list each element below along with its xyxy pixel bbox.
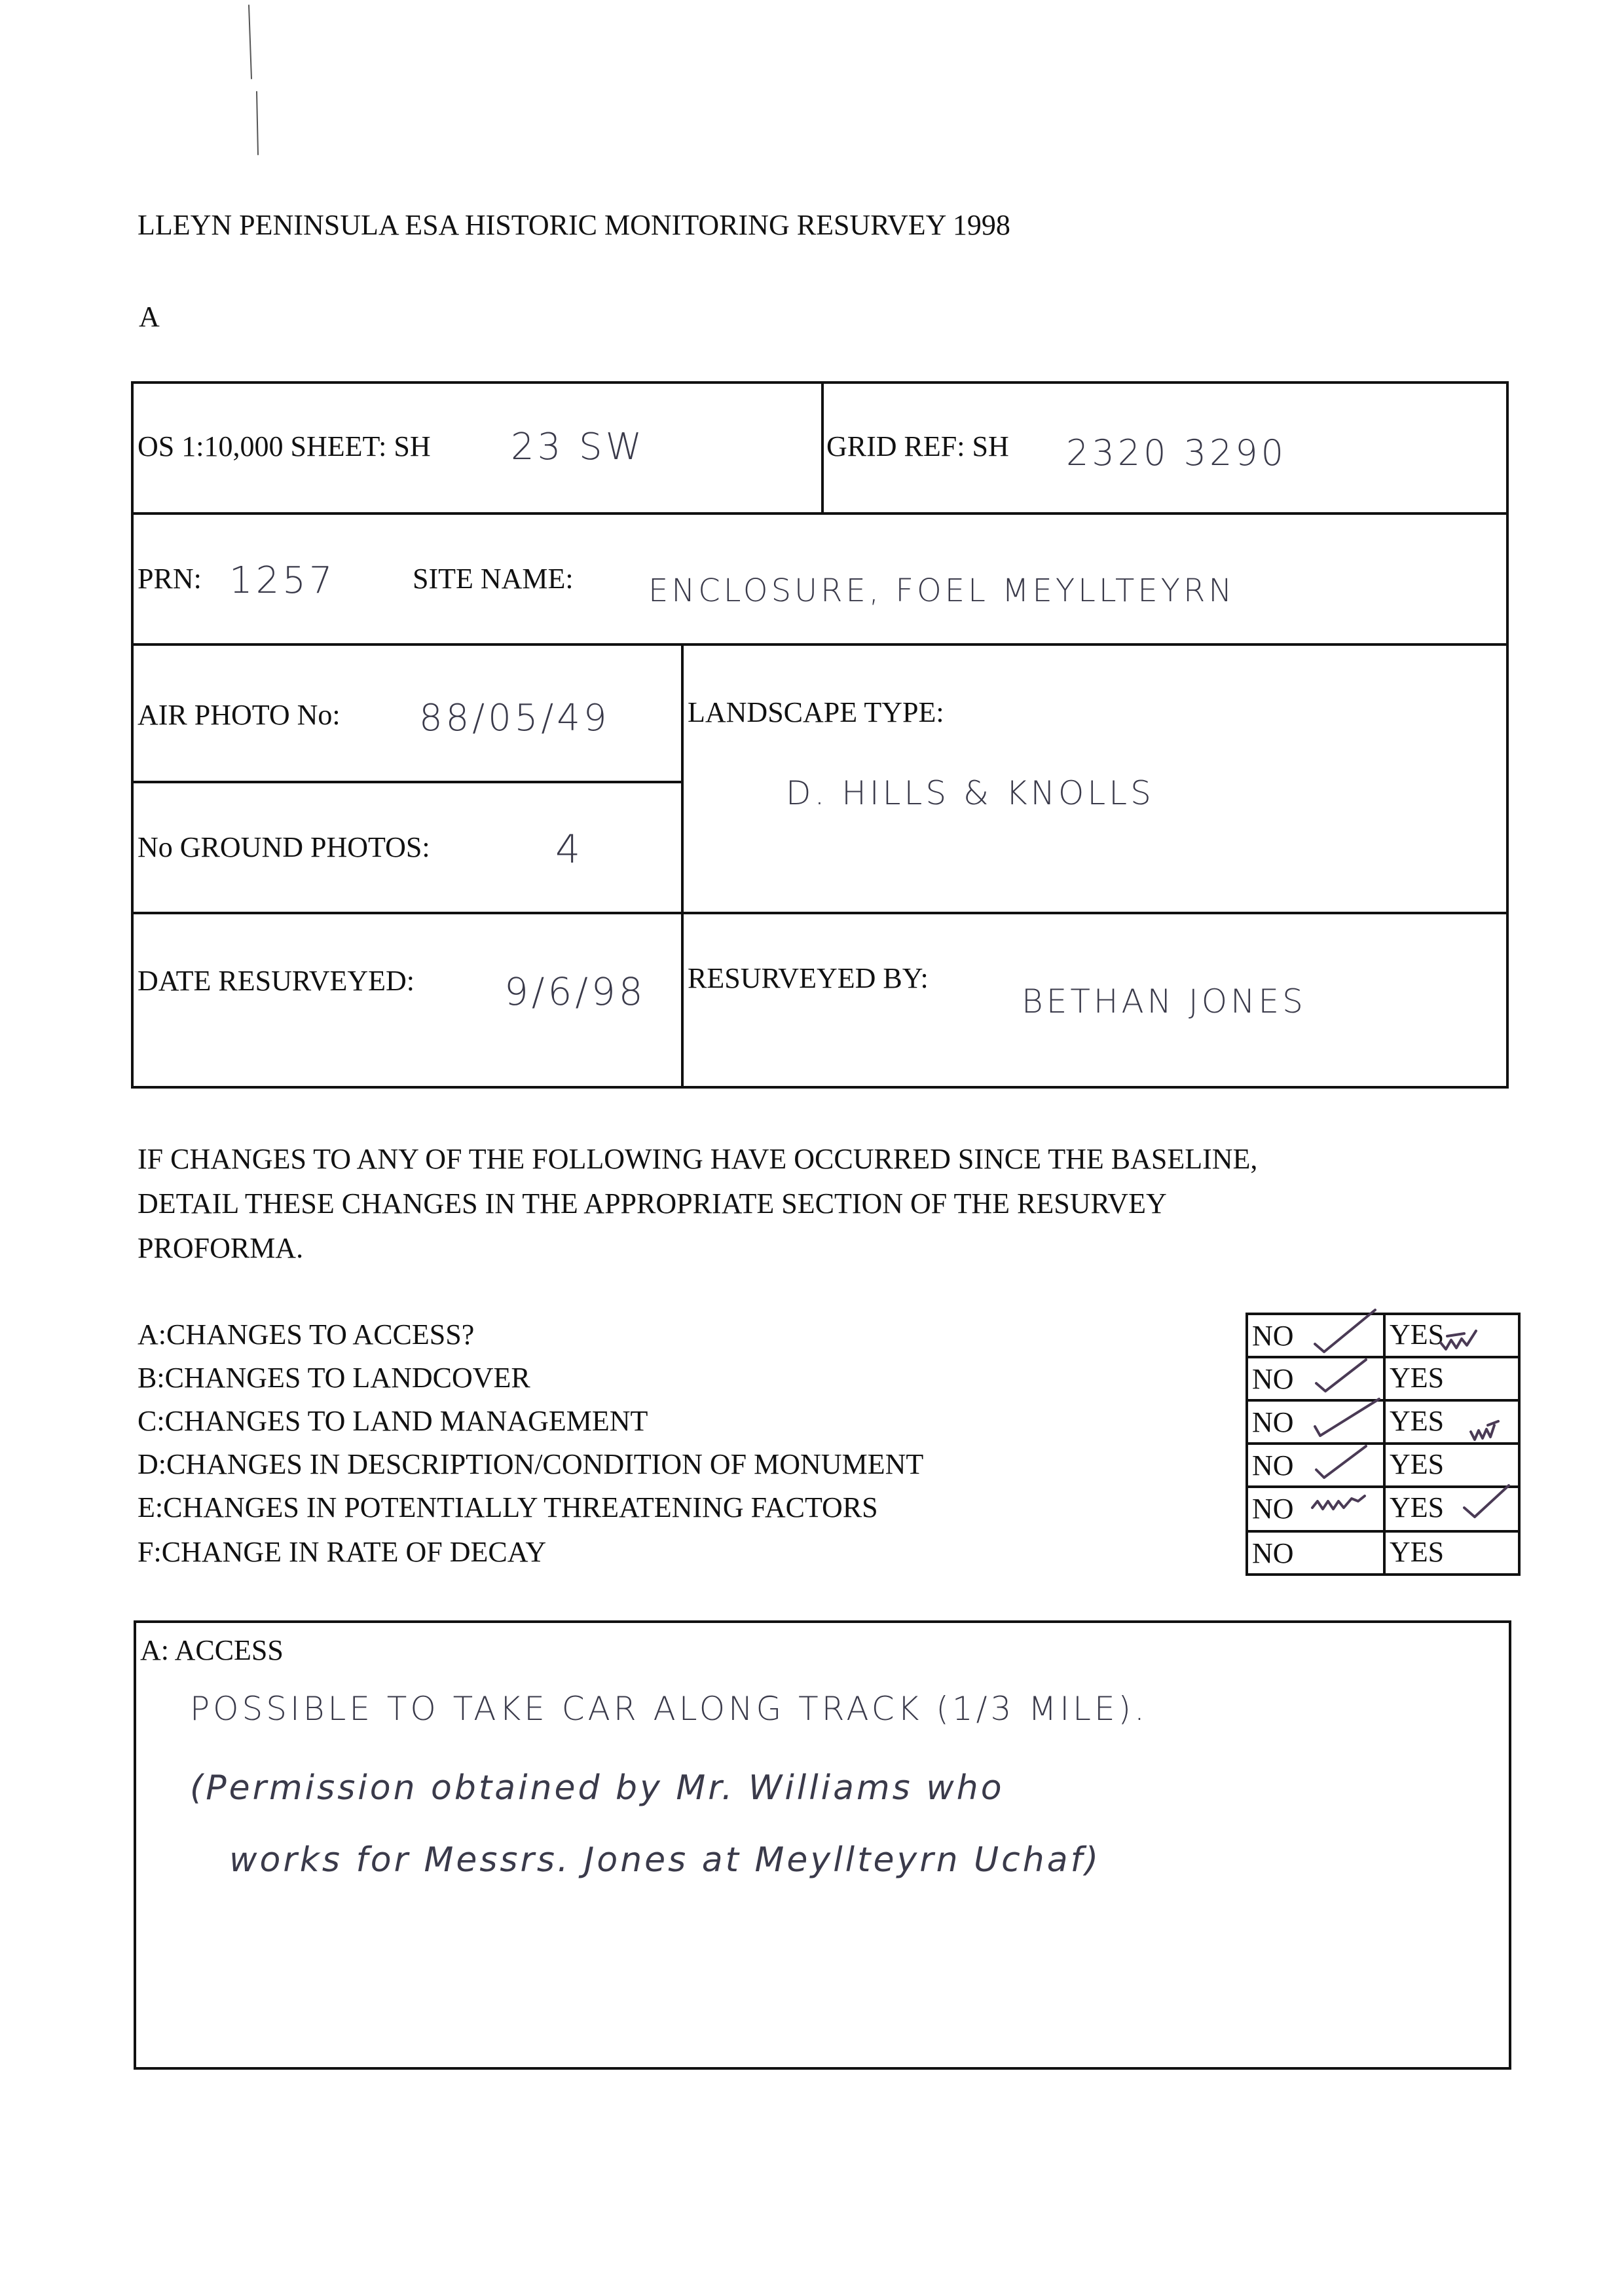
ground-photos-label: No GROUND PHOTOS: — [138, 831, 430, 863]
prn-value[interactable]: 1257 — [229, 559, 336, 602]
access-notes-line-1[interactable]: POSSIBLE TO TAKE CAR ALONG TRACK (1/3 MILE). — [190, 1690, 1148, 1728]
scribble-icon — [1312, 1496, 1365, 1509]
no-option-a[interactable]: NO — [1252, 1320, 1294, 1352]
grid-ref-value[interactable]: 2320 3290 — [1066, 432, 1287, 474]
yes-option-b[interactable]: YES — [1390, 1362, 1445, 1394]
tick-icon — [1315, 1399, 1379, 1436]
resurveyed-by-value[interactable]: BETHAN JONES — [1022, 982, 1306, 1020]
question-e: E:CHANGES IN POTENTIALLY THREATENING FACTORS — [138, 1491, 878, 1523]
no-option-c[interactable]: NO — [1252, 1406, 1294, 1438]
instructions-line-3: PROFORMA. — [138, 1232, 304, 1264]
yes-option-f[interactable]: YES — [1390, 1536, 1445, 1568]
resurveyed-by-label: RESURVEYED BY: — [688, 962, 929, 994]
access-notes-line-2[interactable]: (Permission obtained by Mr. Williams who — [190, 1768, 1005, 1808]
date-resurveyed-value[interactable]: 9/6/98 — [504, 969, 646, 1014]
access-section-label: A: ACCESS — [140, 1634, 284, 1666]
os-sheet-label: OS 1:10,000 SHEET: SH — [138, 430, 431, 462]
no-option-d[interactable]: NO — [1252, 1449, 1294, 1482]
no-option-f[interactable]: NO — [1252, 1537, 1294, 1569]
yes-option-a[interactable]: YES — [1390, 1318, 1445, 1351]
prn-label: PRN: — [138, 563, 202, 595]
instructions-line-2: DETAIL THESE CHANGES IN THE APPROPRIATE SECTION OF THE RESURVEY — [138, 1187, 1167, 1220]
scribble-icon — [1441, 1331, 1476, 1349]
grid-ref-label: GRID REF: SH — [826, 430, 1009, 462]
yes-option-d[interactable]: YES — [1390, 1448, 1445, 1480]
instructions-line-1: IF CHANGES TO ANY OF THE FOLLOWING HAVE OCCURRED SINCE THE BASELINE, — [138, 1143, 1258, 1175]
form-version: A — [139, 301, 160, 333]
site-name-value[interactable]: ENCLOSURE, FOEL MEYLLTEYRN — [648, 572, 1236, 609]
question-a: A:CHANGES TO ACCESS? — [138, 1318, 475, 1351]
tick-icon — [1464, 1485, 1509, 1517]
yes-option-c[interactable]: YES — [1390, 1405, 1445, 1437]
ground-photos-value[interactable]: 4 — [555, 827, 584, 872]
tick-icon — [1316, 1446, 1366, 1478]
question-f: F:CHANGE IN RATE OF DECAY — [138, 1536, 547, 1568]
yes-option-e[interactable]: YES — [1390, 1491, 1445, 1523]
form-title: LLEYN PENINSULA ESA HISTORIC MONITORING RESURVEY 1998 — [138, 209, 1010, 241]
air-photo-label: AIR PHOTO No: — [138, 699, 341, 731]
air-photo-value[interactable]: 88/05/49 — [419, 697, 610, 739]
os-sheet-value[interactable]: 23 SW — [511, 426, 645, 468]
tick-icon — [1315, 1310, 1375, 1352]
no-option-b[interactable]: NO — [1252, 1363, 1294, 1395]
question-c: C:CHANGES TO LAND MANAGEMENT — [138, 1405, 648, 1437]
scan-mark-icon — [249, 5, 258, 155]
landscape-type-value[interactable]: D. HILLS & KNOLLS — [786, 774, 1154, 812]
landscape-type-label: LANDSCAPE TYPE: — [688, 696, 944, 728]
tick-icon — [1316, 1360, 1366, 1391]
scribble-icon — [1471, 1421, 1498, 1440]
no-option-e[interactable]: NO — [1252, 1493, 1294, 1525]
question-b: B:CHANGES TO LANDCOVER — [138, 1362, 530, 1394]
access-notes-line-3[interactable]: works for Messrs. Jones at Meyllteyrn Uchaf) — [229, 1840, 1101, 1880]
date-resurveyed-label: DATE RESURVEYED: — [138, 965, 415, 997]
site-name-label: SITE NAME: — [413, 563, 574, 595]
question-d: D:CHANGES IN DESCRIPTION/CONDITION OF MONUMENT — [138, 1448, 924, 1480]
